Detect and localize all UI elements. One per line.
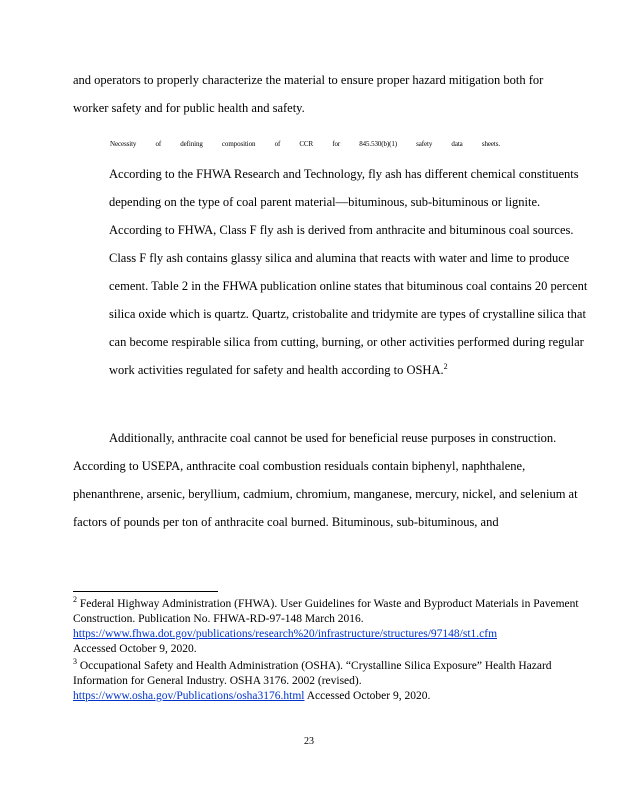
footnote-number: 3	[73, 657, 77, 667]
footnote-accessed: Accessed October 9, 2020.	[73, 643, 197, 655]
paragraph-2-text: According to the FHWA Research and Technology, fly ash has different chemical constituents depending on the type of coal parent material—bituminous, sub-bituminous or lignite. According to FHWA, Class F fly ash is derived from anthracite and bituminous coal sources. Class F fly ash contains glassy silica and alumina that reacts with water and lime to produce cement. Table 2 in the FHWA publication online states that bituminous coal contains 20 percent silica oxide which is quartz. Quartz, cristobalite and tridymite are types of crystalline silica that can become respirable silica from cutting, burning, or other activities performed during regular work activities regulated for safety and health according to OSHA.	[109, 167, 588, 377]
footnote-1	[73, 597, 603, 657]
footnote-text: Occupational Safety and Health Administration (OSHA). “Crystalline Silica Exposure” Health Hazard Information for General Industry. OSHA 3176. 2002 (revised).	[73, 660, 552, 687]
section-heading	[110, 140, 500, 148]
heading-word: defining	[180, 140, 203, 148]
footnote-link[interactable]: https://www.osha.gov/Publications/osha3176.html	[73, 690, 305, 702]
paragraph-3-text: Additionally, anthracite coal cannot be used for beneficial reuse purposes in construction. According to USEPA, anthracite coal combustion residuals contain biphenyl, naphthalene, phenanthrene, arsenic, beryllium, cadmium, chromium, manganese, mercury, nickel, and selenium at factors of pounds per ton of anthracite coal burned. Bituminous, sub-bituminous, and	[73, 431, 578, 529]
footnote-divider	[73, 591, 218, 592]
heading-word: safety	[416, 140, 433, 148]
footnote-ref: 2	[443, 361, 448, 371]
heading-word: of	[274, 140, 281, 148]
heading-word: for	[332, 140, 341, 148]
footnote-accessed: Accessed October 9, 2020.	[304, 690, 431, 702]
footnote-text: Federal Highway Administration (FHWA). User Guidelines for Waste and Byproduct Materials in Pavement Construction. Publication No. FHWA-RD-97-148 March 2016.	[73, 598, 579, 625]
heading-word: Necessity	[110, 140, 137, 148]
heading-word: of	[155, 140, 162, 148]
heading-word: CCR	[299, 140, 314, 148]
heading-word: composition	[221, 140, 256, 148]
heading-word: sheets.	[481, 140, 500, 148]
paragraph-3	[73, 424, 595, 536]
footnote-link[interactable]: https://www.fhwa.dot.gov/publications/research%20/infrastructure/structures/97148/st1.cfm	[73, 628, 498, 640]
page-number: 23	[304, 736, 314, 747]
heading-word: 845.530(b)(1)	[359, 140, 398, 148]
heading-word: data	[451, 140, 463, 148]
paragraph-2	[109, 160, 594, 384]
paragraph-1: and operators to properly characterize the material to ensure proper hazard mitigation both for worker safety and for public health and safety.	[73, 73, 544, 115]
footnote-2	[73, 659, 603, 704]
footnote-number: 2	[73, 595, 77, 605]
